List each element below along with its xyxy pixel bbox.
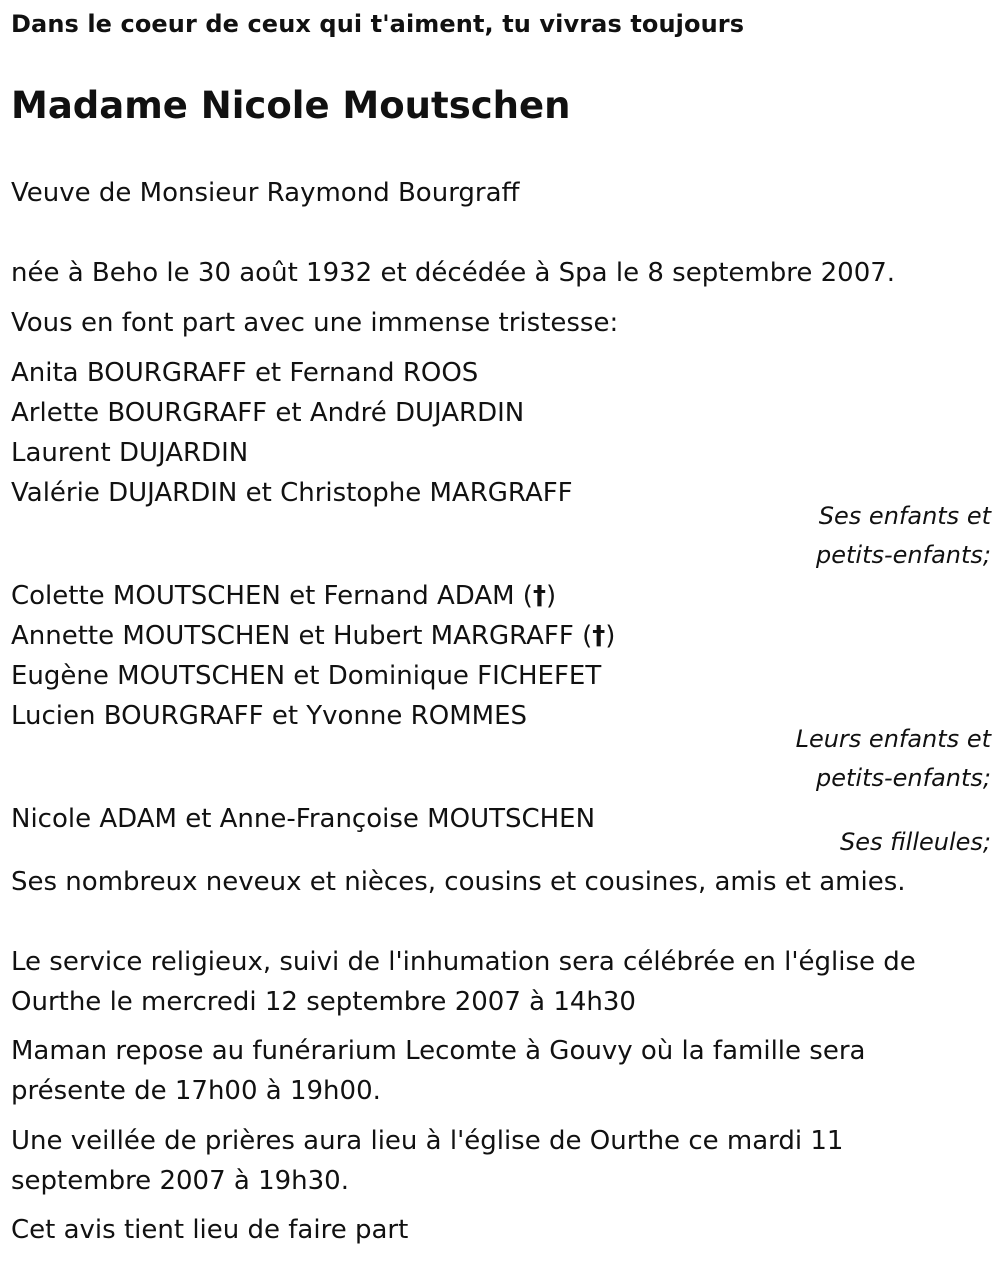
- birth-death-dates: née à Beho le 30 août 1932 et décédée à Spa le 8 septembre 2007.: [11, 258, 896, 288]
- goddaughters-list: Nicole ADAM et Anne-Françoise MOUTSCHEN: [11, 804, 596, 834]
- relation-line: petits-enfants;: [816, 764, 991, 792]
- family-member: Lucien BOURGRAFF et Yvonne ROMMES: [11, 701, 528, 731]
- family-member: Valérie DUJARDIN et Christophe MARGRAFF: [11, 478, 573, 508]
- deceased-name: Madame Nicole Moutschen: [11, 84, 571, 127]
- deceased-cross-icon: †: [592, 621, 606, 651]
- announcement-intro: Vous en font part avec une immense tristesse:: [11, 308, 619, 338]
- deceased-cross-icon: †: [532, 581, 546, 611]
- siblings-list: [11, 576, 615, 736]
- children-list: [11, 353, 573, 513]
- siblings-relation: [796, 720, 991, 798]
- children-relation: [816, 497, 991, 575]
- family-member: Anita BOURGRAFF et Fernand ROOS: [11, 358, 479, 388]
- goddaughters-relation: Ses filleules;: [840, 828, 991, 856]
- family-member: Annette MOUTSCHEN et Hubert MARGRAFF (†): [11, 621, 616, 651]
- relation-line: Ses enfants et: [818, 502, 991, 530]
- closing-note: Cet avis tient lieu de faire part: [11, 1215, 409, 1245]
- extended-family: Ses nombreux neveux et nièces, cousins et cousines, amis et amies.: [11, 867, 906, 897]
- family-member: Arlette BOURGRAFF et André DUJARDIN: [11, 398, 525, 428]
- funerarium-info: Maman repose au funérarium Lecomte à Gouvy où la famille sera présente de 17h00 à 19h00.: [11, 1036, 866, 1106]
- relation-line: petits-enfants;: [816, 541, 991, 569]
- service-info: Le service religieux, suivi de l'inhumation sera célébrée en l'église de Ourthe le mercredi 12 septembre 2007 à 14h30: [11, 947, 916, 1017]
- relation-line: Leurs enfants et: [795, 725, 991, 753]
- family-member: Eugène MOUTSCHEN et Dominique FICHEFET: [11, 661, 602, 691]
- tagline: Dans le coeur de ceux qui t'aiment, tu vivras toujours: [11, 10, 745, 38]
- vigil-info: Une veillée de prières aura lieu à l'église de Ourthe ce mardi 11 septembre 2007 à 19h30.: [11, 1126, 844, 1196]
- widow-of: Veuve de Monsieur Raymond Bourgraff: [11, 178, 520, 208]
- family-member: Colette MOUTSCHEN et Fernand ADAM (†): [11, 581, 557, 611]
- family-member: Laurent DUJARDIN: [11, 438, 249, 468]
